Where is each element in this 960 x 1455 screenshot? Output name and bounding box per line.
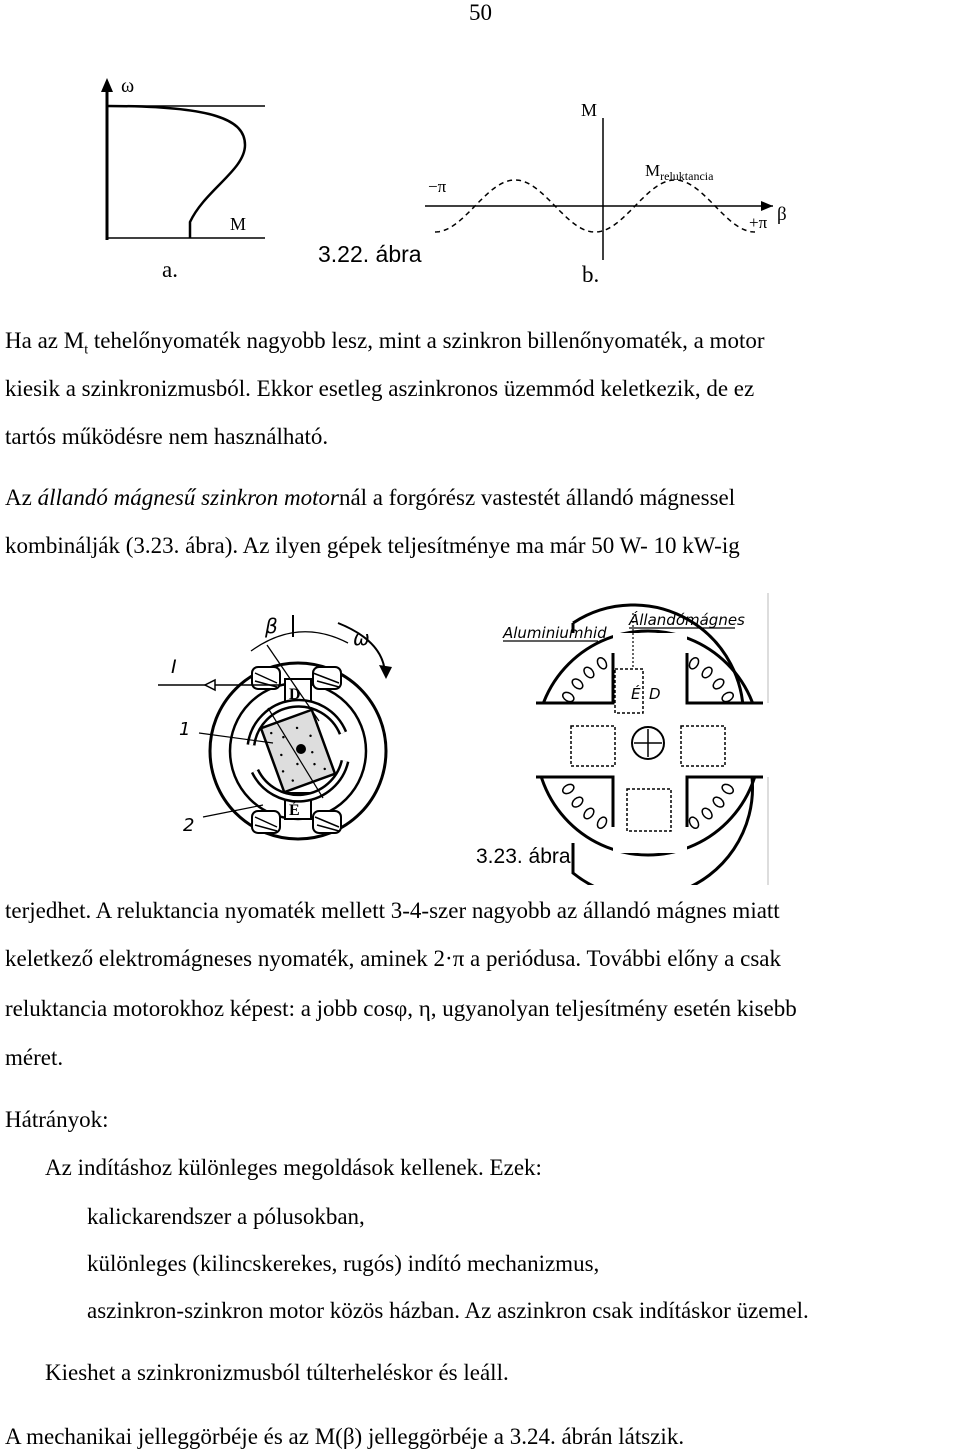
rotor-slot (596, 656, 609, 670)
paragraph-3-line-1: terjedhet. A reluktancia nyomaték mellett 3-4-szer nagyobb az állandó mágnes miatt (5, 898, 780, 923)
rotor-slot (582, 665, 596, 679)
left-d-label: D (289, 686, 301, 703)
right-d-label: D (649, 685, 661, 703)
rotor-slot (688, 816, 701, 830)
reluctance-torque-sine-diagram (425, 80, 795, 270)
rotor-slot (688, 656, 701, 670)
omega-axis-label: ω (121, 75, 135, 97)
figure-3-22-caption: 3.22. ábra (318, 241, 422, 267)
paragraph-3-line-3: reluktancia motorokhoz képest: a jobb cosφ, η, ugyanolyan teljesítmény esetén kisebb (5, 996, 797, 1021)
rotor-slot (700, 665, 714, 679)
drawbacks-subitem-2: különleges (kilincskerekes, rugós) indító mechanizmus, (87, 1251, 600, 1276)
figure-3-23-caption: 3.23. ábra (476, 845, 571, 868)
figure-3-22-b (425, 80, 795, 270)
current-i-label: I (171, 656, 177, 678)
label-2: 2 (183, 815, 195, 836)
page-number: 50 (469, 0, 492, 25)
right-e-label: É (631, 685, 641, 703)
paragraph-1-line-1: Ha az $M_t$ tehelőnyomaték nagyobb lesz, mint a szinkron billenőnyomaték, a motor (5, 328, 765, 358)
m-axis-label: M (230, 214, 247, 234)
paragraph-2-line-2: kombinálják (3.23. ábra). Az ilyen gépek teljesítménye ma már 50 W- 10 kW-ig (5, 533, 740, 558)
plus-pi-label: +π (749, 213, 768, 232)
permanent-magnet-motor-diagram (143, 593, 769, 885)
final-line: A mechanikai jelleggörbéje és az M(β) jelleggörbéje a 3.24. ábrán látszik. (5, 1424, 685, 1449)
rotor-slot (561, 783, 575, 796)
figure-3-23 (143, 593, 769, 885)
drawbacks-heading: Hátrányok: (5, 1107, 109, 1132)
paragraph-2-line-1: Az állandó mágnesű szinkron motornál a forgórész vastestét állandó mágnessel (5, 485, 736, 510)
rotor-slot (570, 795, 584, 809)
left-e-label: É (289, 802, 300, 819)
figure-3-22-a (95, 70, 280, 250)
drawbacks-subitem-1: kalickarendszer a pólusokban, (87, 1204, 365, 1229)
paragraph-1-line-3: tartós működésre nem használható. (5, 424, 329, 449)
figure-3-22-b-label: b. (582, 262, 600, 287)
beta-axis-label: β (777, 204, 787, 225)
m-axis-label: M (581, 100, 598, 120)
drawbacks-item-1: Az indításhoz különleges megoldások kellenek. Ezek: (45, 1155, 542, 1180)
figure-3-22-a-label: a. (162, 257, 178, 282)
permanent-magnet-label: Állandómágnes (629, 611, 745, 629)
paragraph-3-line-4: méret. (5, 1045, 64, 1070)
drawbacks-item-2: Kieshet a szinkronizmusból túlterheléskor és leáll. (45, 1360, 509, 1385)
minus-pi-label: −π (428, 177, 447, 196)
rotor-slot (711, 795, 725, 809)
rotor-slot (721, 783, 735, 796)
omega-label: ω (353, 626, 370, 650)
label-1: 1 (179, 719, 191, 740)
rotor-slot (596, 816, 609, 830)
m-reluctance-label: $M_{reluktancia}$ (645, 161, 714, 183)
beta-label: β (265, 614, 278, 638)
rotor-slot (711, 677, 725, 691)
drawbacks-subitem-3: aszinkron-szinkron motor közös házban. Az aszinkron csak indításkor üzemel. (87, 1298, 809, 1323)
rotor-slot (700, 806, 714, 820)
rotor-slot (570, 677, 584, 691)
rotor-slot (582, 806, 596, 820)
paragraph-1-line-2: kiesik a szinkronizmusból. Ekkor esetleg aszinkronos üzemmód keletkezik, de ez (5, 376, 755, 401)
aluminium-bridge-label: Aluminiumhid (503, 624, 607, 642)
omega-m-curve-diagram (95, 70, 280, 250)
paragraph-3-line-2: keletkező elektromágneses nyomaték, aminek 2·π a periódusa. További előny a csak (5, 946, 781, 971)
